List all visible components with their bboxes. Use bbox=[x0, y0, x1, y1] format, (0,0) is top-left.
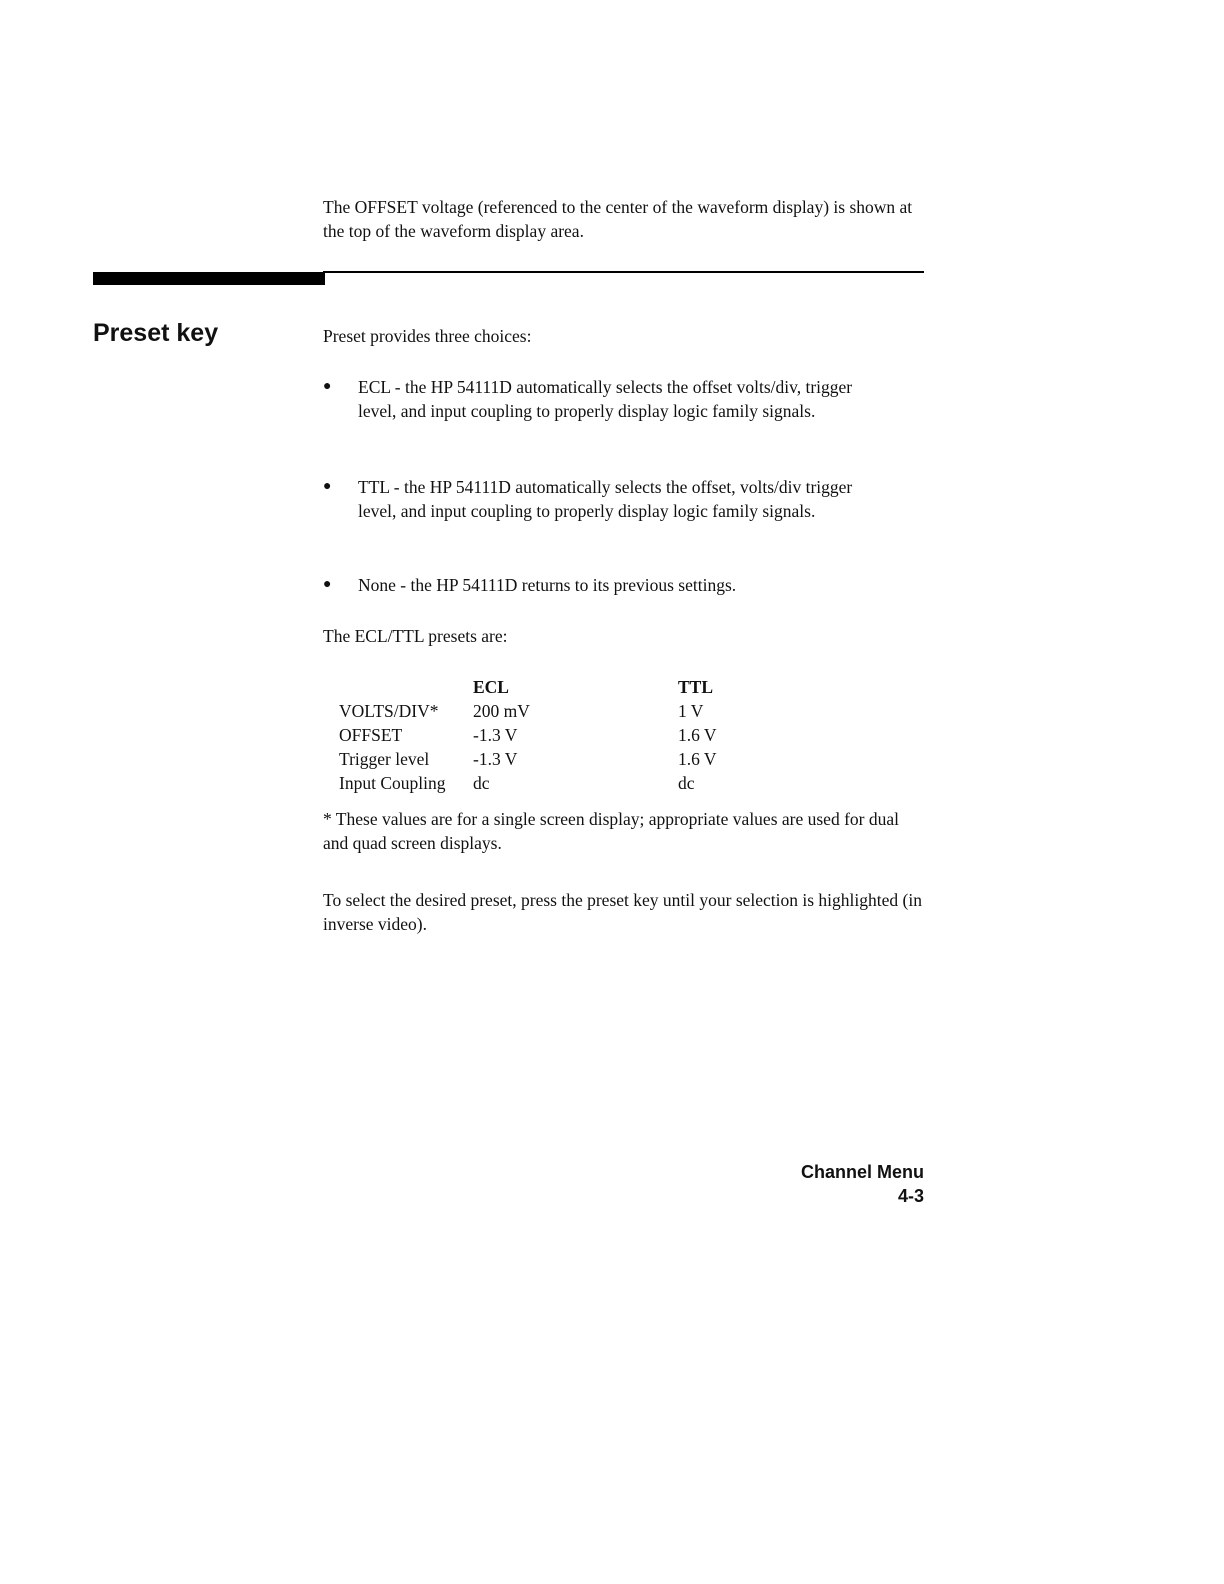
chapter-title: Channel Menu bbox=[800, 1162, 924, 1182]
table-header-cell: ECL bbox=[473, 677, 509, 697]
select-preset-paragraph: To select the desired preset, press the preset key until your selection is highlighted (in inverse video). bbox=[323, 890, 922, 934]
table-cell: dc bbox=[678, 773, 695, 793]
table-row bbox=[339, 771, 758, 795]
table-cell: VOLTS/DIV* bbox=[339, 701, 439, 721]
table-row bbox=[339, 747, 758, 771]
table-cell: Trigger level bbox=[339, 749, 430, 769]
table-row bbox=[339, 723, 758, 747]
list-item-text: TTL - the HP 54111D automatically selects the offset, volts/div trigger level, and input coupling to properly display logic family signals. bbox=[358, 477, 853, 521]
page-footer bbox=[801, 1160, 924, 1208]
page-number: 4-3 bbox=[897, 1186, 924, 1206]
section-divider-thick bbox=[93, 272, 325, 285]
list-item-text: None - the HP 54111D returns to its previous settings. bbox=[358, 575, 737, 595]
bullet-icon: ● bbox=[323, 479, 332, 494]
table-cell: Input Coupling bbox=[339, 773, 446, 793]
table-cell: 1.6 V bbox=[678, 725, 717, 745]
bullet-icon: ● bbox=[323, 577, 332, 592]
table-header-cell bbox=[339, 675, 473, 699]
table-header-cell: TTL bbox=[678, 677, 714, 697]
table-cell: -1.3 V bbox=[473, 749, 518, 769]
table-header-row bbox=[339, 675, 758, 699]
section-divider-rule bbox=[323, 271, 924, 273]
table-cell: 200 mV bbox=[473, 701, 530, 721]
section-heading: Preset key bbox=[93, 319, 219, 347]
presets-lead-text: The ECL/TTL presets are: bbox=[323, 626, 508, 646]
table-cell: OFFSET bbox=[339, 725, 403, 745]
table-cell: dc bbox=[473, 773, 490, 793]
presets-table bbox=[339, 675, 758, 795]
list-item-text: ECL - the HP 54111D automatically selects the offset volts/div, trigger level, and input coupling to properly display logic family signals. bbox=[358, 377, 853, 421]
intro-paragraph: The OFFSET voltage (referenced to the center of the waveform display) is shown at the top of the waveform display area. bbox=[323, 197, 913, 241]
table-cell: -1.3 V bbox=[473, 725, 518, 745]
choices-lead-text: Preset provides three choices: bbox=[323, 326, 532, 346]
table-footnote: * These values are for a single screen display; appropriate values are used for dual and quad screen displays. bbox=[323, 809, 899, 853]
table-cell: 1.6 V bbox=[678, 749, 717, 769]
table-row bbox=[339, 699, 758, 723]
bullet-icon: ● bbox=[323, 379, 332, 394]
table-cell: 1 V bbox=[678, 701, 704, 721]
